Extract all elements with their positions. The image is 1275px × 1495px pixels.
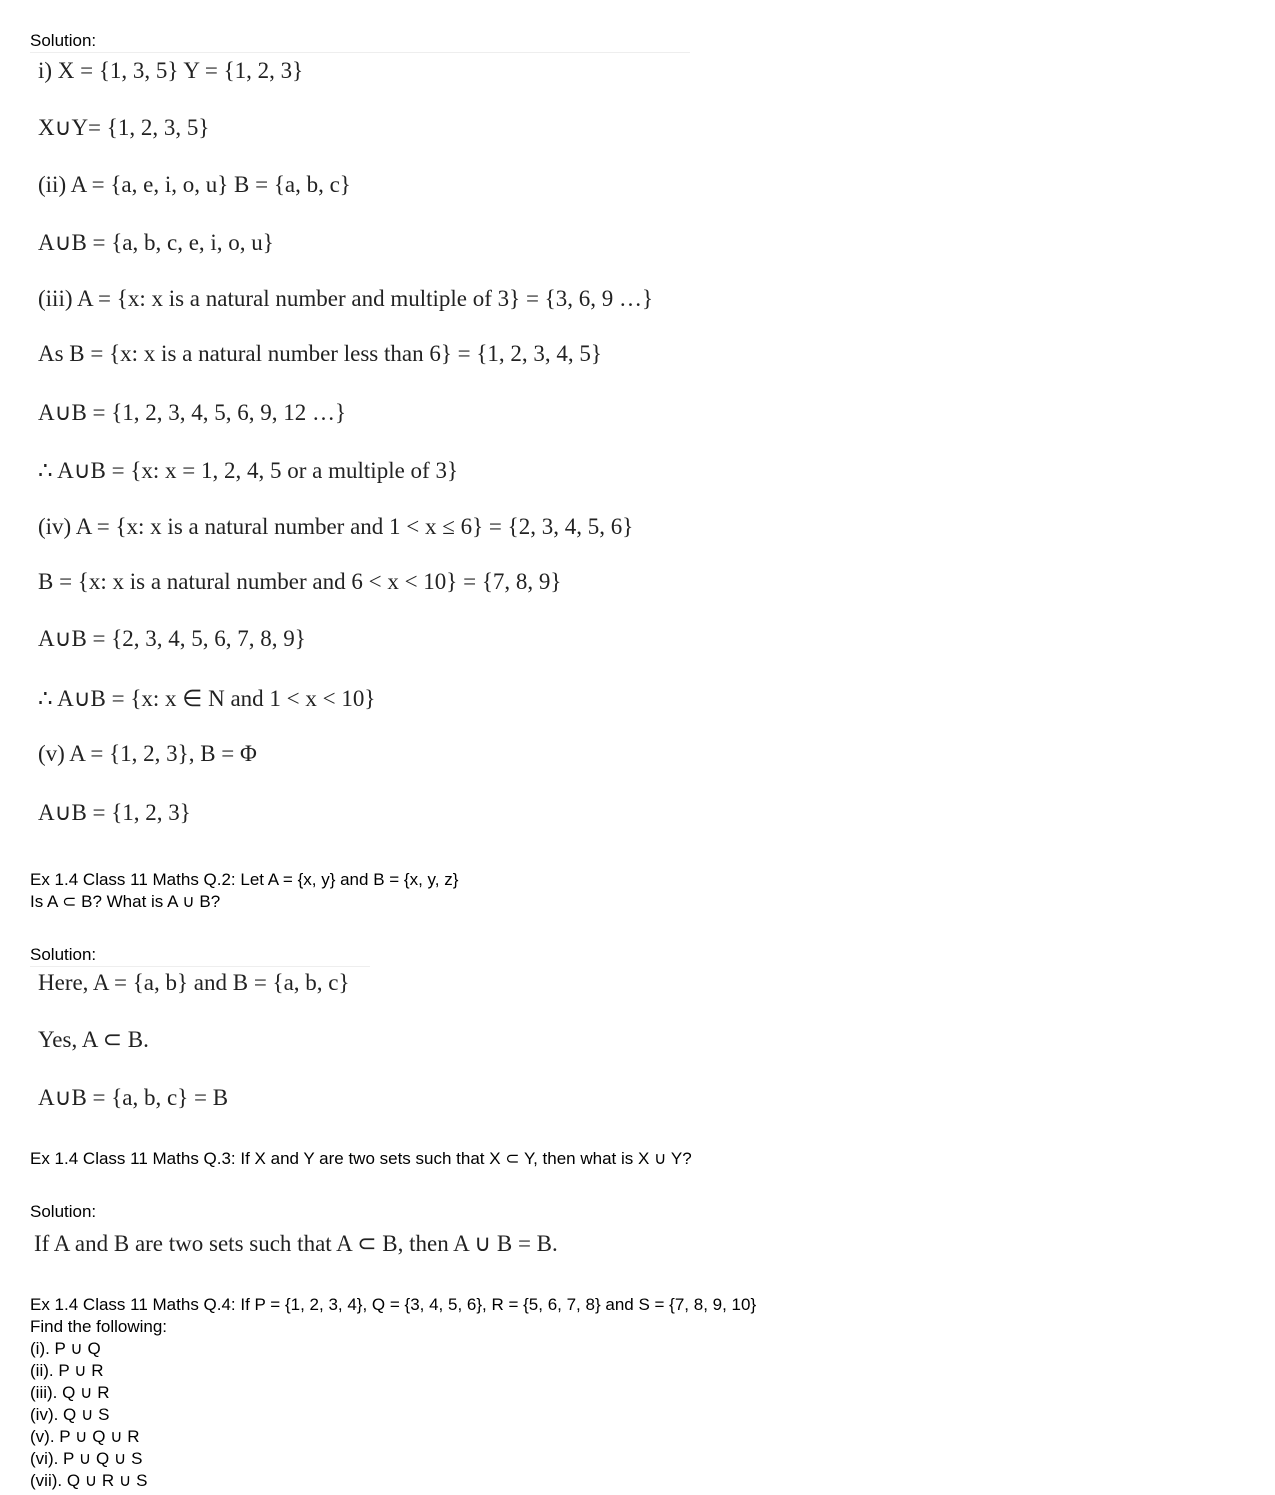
solution-line: (iv) A = {x: x is a natural number and 1 < x ≤ 6} = {2, 3, 4, 5, 6} bbox=[38, 514, 634, 539]
solution-label-q1: Solution: bbox=[30, 31, 97, 50]
solution-line: (iii) A = {x: x is a natural number and multiple of 3} = {3, 6, 9 …} bbox=[38, 286, 653, 311]
solution-line: ∴ A∪B = {x: x ∈ N and 1 < x < 10} bbox=[38, 686, 376, 711]
solution-line: B = {x: x is a natural number and 6 < x < 10} = {7, 8, 9} bbox=[38, 569, 562, 594]
solution-label-q2: Solution: bbox=[30, 945, 97, 964]
solution-line: A∪B = {a, b, c, e, i, o, u} bbox=[38, 230, 274, 255]
solution-line: If A and B are two sets such that A ⊂ B, then A ∪ B = B. bbox=[34, 1231, 558, 1256]
solution-line: A∪B = {1, 2, 3} bbox=[38, 800, 191, 825]
list-item: (vi). P ∪ Q ∪ S bbox=[30, 1449, 143, 1468]
list-item: (vii). Q ∪ R ∪ S bbox=[30, 1471, 148, 1490]
question-q4-instruction: Find the following: bbox=[30, 1317, 168, 1336]
list-item: (iii). Q ∪ R bbox=[30, 1383, 110, 1402]
solution-line: A∪B = {a, b, c} = B bbox=[38, 1085, 229, 1110]
solution-line: A∪B = {1, 2, 3, 4, 5, 6, 9, 12 …} bbox=[38, 400, 347, 425]
question-q3: Ex 1.4 Class 11 Maths Q.3: If X and Y are two sets such that X ⊂ Y, then what is X ∪ Y? bbox=[30, 1149, 692, 1168]
solution-line: Here, A = {a, b} and B = {a, b, c} bbox=[38, 970, 350, 995]
list-item: (iv). Q ∪ S bbox=[30, 1405, 110, 1424]
divider bbox=[30, 52, 690, 53]
solution-line: ∴ A∪B = {x: x = 1, 2, 4, 5 or a multiple of 3} bbox=[38, 458, 458, 483]
solution-line: Yes, A ⊂ B. bbox=[38, 1027, 149, 1052]
solution-line: (ii) A = {a, e, i, o, u} B = {a, b, c} bbox=[38, 172, 351, 197]
solution-line: i) X = {1, 3, 5} Y = {1, 2, 3} bbox=[38, 58, 304, 83]
list-item: (v). P ∪ Q ∪ R bbox=[30, 1427, 140, 1446]
solution-label-q3: Solution: bbox=[30, 1202, 97, 1221]
solution-line: (v) A = {1, 2, 3}, B = Φ bbox=[38, 741, 257, 766]
solution-line: X∪Y= {1, 2, 3, 5} bbox=[38, 115, 210, 140]
question-q2-line2: Is A ⊂ B? What is A ∪ B? bbox=[30, 892, 221, 911]
question-q4: Ex 1.4 Class 11 Maths Q.4: If P = {1, 2, 3, 4}, Q = {3, 4, 5, 6}, R = {5, 6, 7, 8} and S = {7, 8, 9, 10} bbox=[30, 1295, 757, 1314]
solution-line: As B = {x: x is a natural number less than 6} = {1, 2, 3, 4, 5} bbox=[38, 341, 602, 366]
divider bbox=[30, 966, 370, 967]
list-item: (i). P ∪ Q bbox=[30, 1339, 101, 1358]
question-q2-line1: Ex 1.4 Class 11 Maths Q.2: Let A = {x, y} and B = {x, y, z} bbox=[30, 870, 459, 889]
solution-line: A∪B = {2, 3, 4, 5, 6, 7, 8, 9} bbox=[38, 626, 306, 651]
list-item: (ii). P ∪ R bbox=[30, 1361, 104, 1380]
